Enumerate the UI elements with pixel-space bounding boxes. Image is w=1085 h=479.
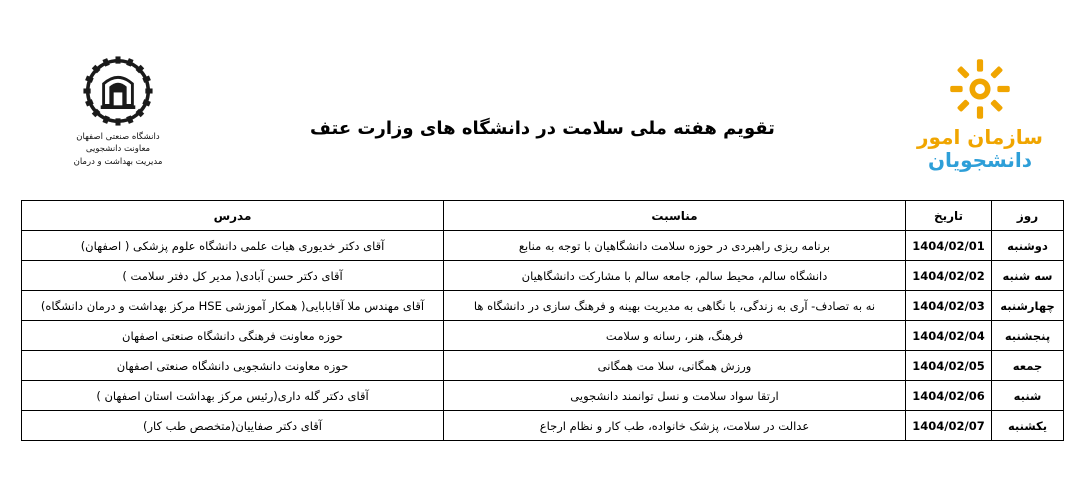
- cell-occasion: دانشگاه سالم، محیط سالم، جامعه سالم با مشارکت دانشگاهیان: [444, 261, 906, 291]
- cell-lecturer: آقای دکتر حسن آبادی( مدیر کل دفتر سلامت ): [22, 261, 444, 291]
- table-row: [22, 351, 1064, 381]
- cell-day: چهارشنبه: [992, 291, 1064, 321]
- table-row: [22, 321, 1064, 351]
- table-row: [22, 381, 1064, 411]
- cell-lecturer: آقای مهندس ملا آقابابایی( همکار آموزشی HSE مرکز بهداشت و درمان دانشگاه): [22, 291, 444, 321]
- cell-day: سه شنبه: [992, 261, 1064, 291]
- caption-line-1: دانشگاه صنعتی اصفهان: [76, 132, 160, 142]
- cell-occasion: فرهنگ، هنر، رسانه و سلامت: [444, 321, 906, 351]
- table-body: [22, 231, 1064, 441]
- cell-occasion: ارتقا سواد سلامت و نسل توانمند دانشجویی: [444, 381, 906, 411]
- table-header-row: [22, 201, 1064, 231]
- cell-occasion: برنامه ریزی راهبردی در حوزه سلامت دانشگاهیان با توجه به منابع: [444, 231, 906, 261]
- organization-name-line-2: دانشجویان: [927, 148, 1033, 172]
- cell-occasion: نه به تصادف- آری به زندگی، با نگاهی به مدیریت بهینه و فرهنگ سازی در دانشگاه ها: [444, 291, 906, 321]
- table-row: [22, 261, 1064, 291]
- cell-day: جمعه: [992, 351, 1064, 381]
- cell-date: 1404/02/05: [906, 351, 992, 381]
- column-header-day: روز: [992, 201, 1064, 231]
- isfahan-university-of-technology-logo: [28, 55, 208, 168]
- cell-date: 1404/02/02: [906, 261, 992, 291]
- student-affairs-organization-logo: [895, 58, 1065, 172]
- column-header-date: تاریخ: [906, 201, 992, 231]
- sunburst-emblem-icon: [949, 58, 1011, 120]
- column-header-occasion: مناسبت: [444, 201, 906, 231]
- cell-date: 1404/02/07: [906, 411, 992, 441]
- cell-day: پنجشنبه: [992, 321, 1064, 351]
- column-header-lecturer: مدرس: [22, 201, 444, 231]
- cell-day: شنبه: [992, 381, 1064, 411]
- cell-day: دوشنبه: [992, 231, 1064, 261]
- table-row: [22, 231, 1064, 261]
- table-row: [22, 411, 1064, 441]
- cell-date: 1404/02/04: [906, 321, 992, 351]
- cell-lecturer: حوزه معاونت فرهنگی دانشگاه صنعتی اصفهان: [22, 321, 444, 351]
- cell-day: یکشنبه: [992, 411, 1064, 441]
- caption-line-2: معاونت دانشجویی: [85, 144, 151, 155]
- university-emblem-icon: [82, 55, 154, 127]
- cell-date: 1404/02/06: [906, 381, 992, 411]
- cell-lecturer: آقای دکتر خدیوری هیات علمی دانشگاه علوم پزشکی ( اصفهان): [22, 231, 444, 261]
- cell-occasion: ورزش همگانی، سلا مت همگانی: [444, 351, 906, 381]
- cell-lecturer: آقای دکتر گله داری(رئیس مرکز بهداشت استان اصفهان ): [22, 381, 444, 411]
- cell-occasion: عدالت در سلامت، پزشک خانواده، طب کار و نظام ارجاع: [444, 411, 906, 441]
- page-title: تقویم هفته ملی سلامت در دانشگاه های وزارت عتف: [310, 118, 775, 139]
- cell-lecturer: آقای دکتر صفاییان(متخصص طب کار): [22, 411, 444, 441]
- cell-date: 1404/02/01: [906, 231, 992, 261]
- table-row: [22, 291, 1064, 321]
- caption-line-3: مدیریت بهداشت و درمان: [73, 156, 163, 167]
- cell-date: 1404/02/03: [906, 291, 992, 321]
- cell-lecturer: حوزه معاونت دانشجویی دانشگاه صنعتی اصفهان: [22, 351, 444, 381]
- calendar-table-container: [22, 200, 1064, 441]
- organization-name-line-1: سازمان امور: [917, 125, 1043, 149]
- document-header: [0, 0, 1085, 196]
- health-week-calendar-table: [21, 200, 1064, 441]
